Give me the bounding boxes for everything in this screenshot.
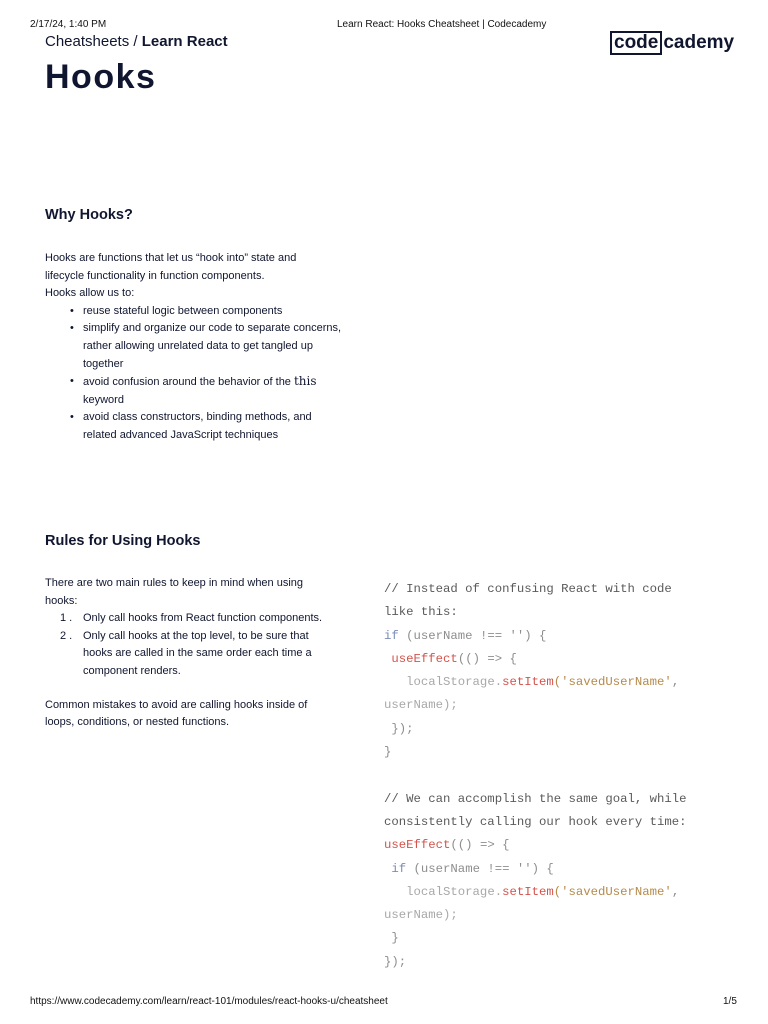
page-title: Hooks [45,58,157,96]
list-item: 1 . Only call hooks from React function components. [60,612,323,625]
why-hooks-body [45,250,345,445]
breadcrumb-learn-react-link[interactable]: Learn React [141,33,228,50]
this-keyword: this [293,374,317,389]
why-intro-line1: Hooks are functions that let us “hook into” state and [45,252,297,264]
print-datetime: 2/17/24, 1:40 PM [30,19,107,30]
logo-rest-text: cademy [663,32,735,53]
rules-body [45,575,335,732]
rules-numbered-list [45,610,335,680]
logo-boxed-text: code [610,31,662,55]
why-intro-line2: lifecycle functionality in function components. [45,269,265,282]
list-item: • simplify and organize our code to separate concerns, rather allowing unrelated data to get tangled up together [83,320,345,373]
rules-mistakes: Common mistakes to avoid are calling hooks inside of loops, conditions, or nested functions. [45,698,308,729]
print-page-title: Learn React: Hooks Cheatsheet | Codecademy [337,19,547,30]
codecademy-logo[interactable] [610,31,734,55]
code-example: // Instead of confusing React with code like this: if (userName !== '') { useEffect(() => { localStorage.setItem('savedUserName', userName); }); } // We can accomplish the same goal, while consistently calling our hook every time: useEffect(() => { if (userName !== '') { localStorage.setItem('savedUserName', userName); } }); [384,582,687,969]
list-item: • avoid class constructors, binding methods, and related advanced JavaScript techniques [83,409,345,444]
list-item: • avoid confusion around the behavior of the this keyword [83,373,345,409]
list-item: 2 . Only call hooks at the top level, to be sure that hooks are called in the same order each time a component renders. [60,629,312,677]
rules-heading: Rules for Using Hooks [45,533,201,549]
list-item: • reuse stateful logic between components [83,303,345,321]
breadcrumb-separator: / [129,33,142,50]
print-footer-url: https://www.codecademy.com/learn/react-101/modules/react-hooks-u/cheatsheet [30,996,388,1007]
rules-intro: There are two main rules to keep in mind when using hooks: [45,577,304,607]
why-hooks-heading: Why Hooks? [45,207,133,223]
print-page-number: 1/5 [723,996,737,1007]
why-bullet-list [45,303,345,445]
why-allow-line: Hooks allow us to: [45,287,135,300]
breadcrumb [45,33,228,50]
breadcrumb-cheatsheets-link[interactable]: Cheatsheets [45,33,130,50]
